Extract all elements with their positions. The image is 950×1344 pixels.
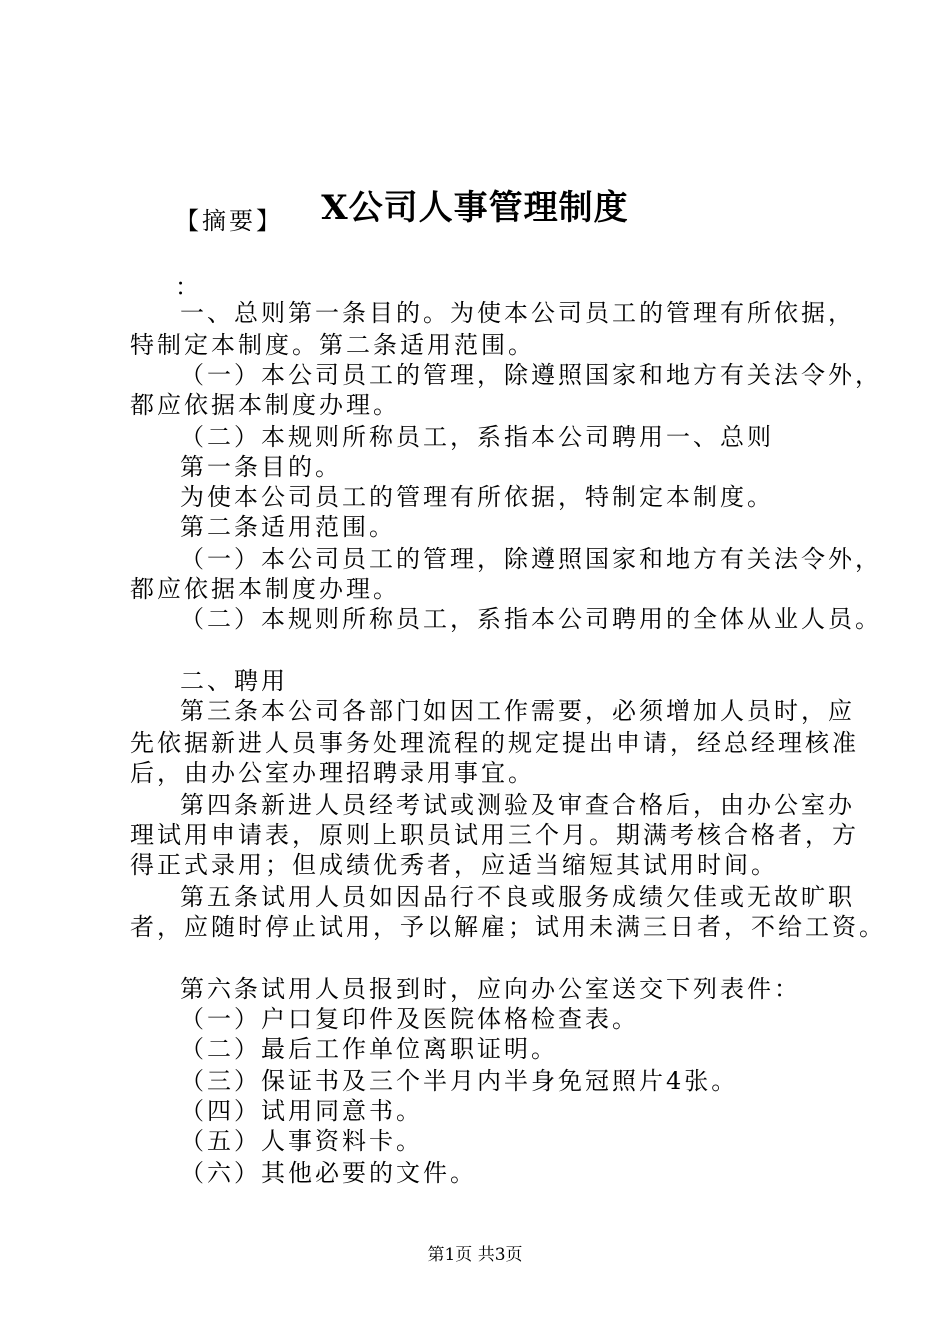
text-line: 特制定本制度。第二条适用范围。 <box>130 331 535 359</box>
section-heading: 二、聘用 <box>180 667 288 695</box>
text-line: 第六条试用人员报到时，应向办公室送交下列表件： <box>180 975 801 1003</box>
text-line: 都应依据本制度办理。 <box>130 575 400 603</box>
list-item: （五）人事资料卡。 <box>180 1127 423 1155</box>
text-line: 者，应随时停止试用，予以解雇；试用未满三日者，不给工资。 <box>130 913 886 941</box>
text-line: 后，由办公室办理招聘录用事宜。 <box>130 759 535 787</box>
list-item: （二）最后工作单位离职证明。 <box>180 1035 558 1063</box>
list-item: （三）保证书及三个半月内半身免冠照片4张。 <box>180 1067 739 1095</box>
text-line: 都应依据本制度办理。 <box>130 391 400 419</box>
text-line: （二）本规则所称员工，系指本公司聘用的全体从业人员。 <box>180 605 882 633</box>
text-line: （一）本公司员工的管理，除遵照国家和地方有关法令外， <box>180 361 882 389</box>
text-line: 【摘要】 <box>175 207 283 235</box>
text-line: 理试用申请表，原则上职员试用三个月。期满考核合格者，方 <box>130 821 859 849</box>
document-title: X公司人事管理制度 <box>321 188 629 228</box>
text-line: 第一条目的。 <box>180 453 342 481</box>
text-line: 为使本公司员工的管理有所依据，特制定本制度。 <box>180 483 774 511</box>
page-number: 第1页 共3页 <box>427 1245 523 1265</box>
text-line: 第二条适用范围。 <box>180 513 396 541</box>
list-item: （六）其他必要的文件。 <box>180 1159 477 1187</box>
text-line: 第三条本公司各部门如因工作需要，必须增加人员时，应 <box>180 697 855 725</box>
list-item: （四）试用同意书。 <box>180 1097 423 1125</box>
text-line: 一、总则第一条目的。为使本公司员工的管理有所依据， <box>180 299 855 327</box>
text-line: ： <box>175 273 202 301</box>
text-line: 先依据新进人员事务处理流程的规定提出申请，经总经理核准 <box>130 729 859 757</box>
text-line: （二）本规则所称员工，系指本公司聘用一、总则 <box>180 423 774 451</box>
text-line: 第五条试用人员如因品行不良或服务成绩欠佳或无故旷职 <box>180 883 855 911</box>
text-line: 得正式录用；但成绩优秀者，应适当缩短其试用时间。 <box>130 851 778 879</box>
text-line: 第四条新进人员经考试或测验及审查合格后，由办公室办 <box>180 791 855 819</box>
list-item: （一）户口复印件及医院体格检查表。 <box>180 1005 639 1033</box>
text-line: （一）本公司员工的管理，除遵照国家和地方有关法令外， <box>180 545 882 573</box>
